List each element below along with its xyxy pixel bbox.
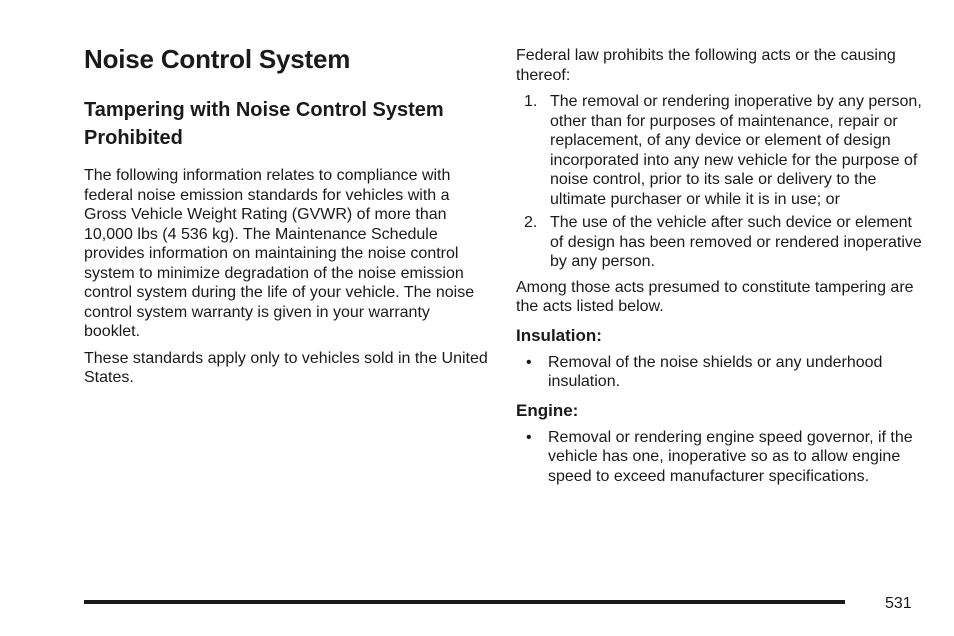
footer-rule (84, 600, 845, 604)
right-column (516, 46, 926, 490)
list-item (516, 428, 926, 487)
list-item-text: Removal of the noise shields or any underhood insulation. (548, 353, 883, 390)
engine-heading: Engine: (516, 400, 579, 420)
insulation-heading: Insulation: (516, 325, 602, 345)
insulation-list (516, 353, 926, 392)
standards-paragraph: These standards apply only to vehicles sold in the United States. (84, 349, 488, 386)
list-number: 2. (524, 214, 538, 231)
left-column (84, 42, 494, 395)
list-item (516, 213, 926, 272)
section-heading: Tampering with Noise Control System Prohibited (84, 99, 444, 149)
list-number: 1. (524, 93, 538, 110)
bullet-icon: • (526, 428, 532, 446)
list-item (516, 353, 926, 392)
page-title: Noise Control System (84, 44, 351, 74)
list-item (516, 92, 926, 209)
list-item-text: The use of the vehicle after such device or element of design has been removed or rendered inoperative by any person. (550, 214, 922, 270)
page-number: 531 (885, 595, 912, 612)
bullet-icon: • (526, 353, 532, 371)
list-item-text: The removal or rendering inoperative by any person, other than for purposes of maintenance, repair or replacement, of any device or element of design incorporated into any new vehicle for the purpose of noise control, prior to its sale or delivery to the ultimate purchaser or while it is in use; or (550, 93, 922, 208)
compliance-paragraph: The following information relates to compliance with federal noise emission standards for vehicles with a Gross Vehicle Weight Rating (GVWR) of more than 10,000 lbs (4 536 kg). The Maintenance Schedule provides information on maintaining the noise control system to minimize degradation of the noise emission control system during the life of your vehicle. The noise control system warranty is given in your warranty booklet. (84, 167, 475, 340)
engine-list (516, 428, 926, 487)
list-item-text: Removal or rendering engine speed governor, if the vehicle has one, inoperative so as to allow engine speed to exceed manufacturer specifications. (548, 428, 913, 485)
federal-law-intro: Federal law prohibits the following acts or the causing thereof: (516, 47, 896, 84)
prohibited-acts-list (516, 92, 926, 272)
presumed-acts-paragraph: Among those acts presumed to constitute tampering are the acts listed below. (516, 278, 914, 315)
